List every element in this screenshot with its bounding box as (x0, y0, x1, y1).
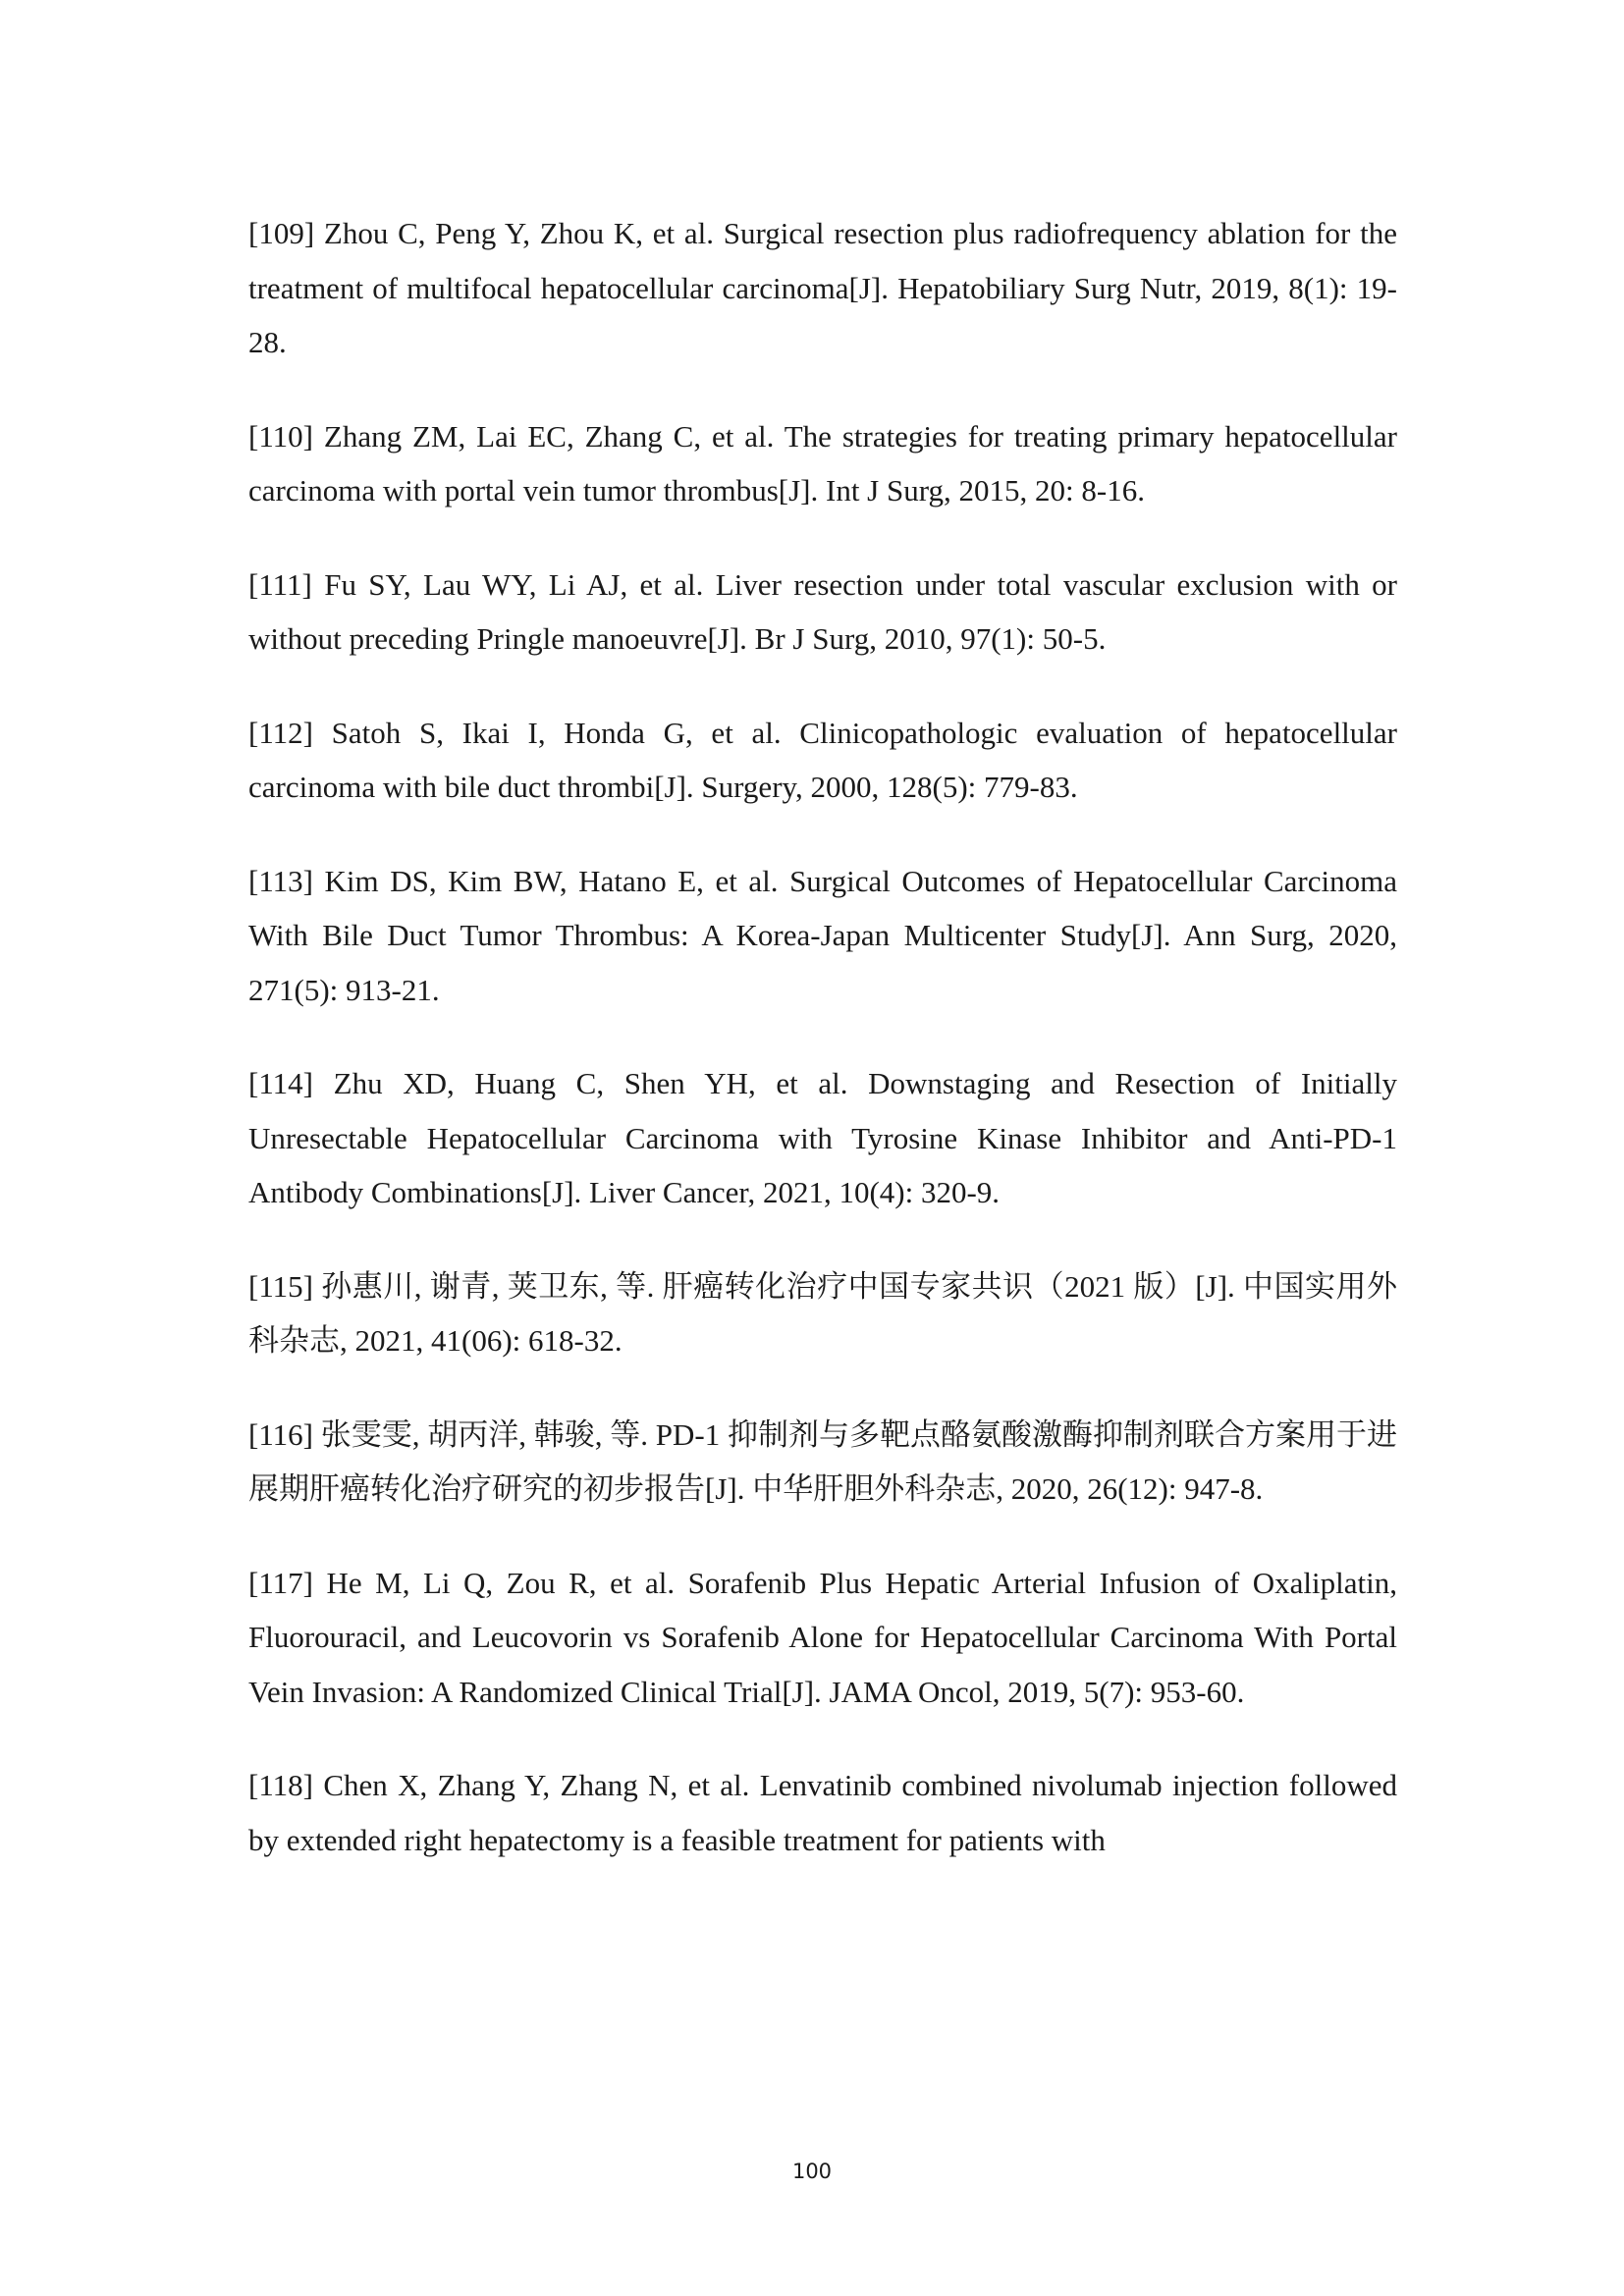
reference-list (248, 206, 1397, 1906)
reference-item: [116] 张雯雯, 胡丙洋, 韩骏, 等. PD-1 抑制剂与多靶点酪氨酸激酶抑制剂联合方案用于进展期肝癌转化治疗研究的初步报告[J]. 中华肝胆外科杂志, 2020, 26(12): 947-8. (248, 1416, 1397, 1506)
reference-item: [117] He M, Li Q, Zou R, et al. Sorafenib Plus Hepatic Arterial Infusion of Oxaliplatin, Fluorouracil, and Leucovorin vs Sorafenib Alone for Hepatocellular Carcinoma With Portal Vein Invasion: A Randomized Clinical Trial[J]. JAMA Oncol, 2019, 5(7): 953-60. (248, 1565, 1397, 1709)
reference-item: [115] 孙惠川, 谢青, 荚卫东, 等. 肝癌转化治疗中国专家共识（2021 版）[J]. 中国实用外科杂志, 2021, 41(06): 618-32. (248, 1268, 1397, 1358)
page-number: 100 (791, 2160, 833, 2183)
reference-item: [110] Zhang ZM, Lai EC, Zhang C, et al. The strategies for treating primary hepatocellular carcinoma with portal vein tumor thrombus[J]. Int J Surg, 2015, 20: 8-16. (248, 418, 1397, 507)
reference-item: [114] Zhu XD, Huang C, Shen YH, et al. Downstaging and Resection of Initially Unresectable Hepatocellular Carcinoma with Tyrosine Kinase Inhibitor and Anti-PD-1 Antibody Combinations[J]. Liver Cancer, 2021, 10(4): 320-9. (248, 1066, 1397, 1209)
reference-item: [112] Satoh S, Ikai I, Honda G, et al. Clinicopathologic evaluation of hepatocellular carcinoma with bile duct thrombi[J]. Surgery, 2000, 128(5): 779-83. (248, 715, 1397, 804)
reference-item: [111] Fu SY, Lau WY, Li AJ, et al. Liver resection under total vascular exclusion with or without preceding Pringle manoeuvre[J]. Br J Surg, 2010, 97(1): 50-5. (248, 566, 1397, 656)
reference-item: [113] Kim DS, Kim BW, Hatano E, et al. Surgical Outcomes of Hepatocellular Carcinoma With Bile Duct Tumor Thrombus: A Korea-Japan Multicenter Study[J]. Ann Surg, 2020, 271(5): 913-21. (248, 863, 1397, 1007)
reference-item: [118] Chen X, Zhang Y, Zhang N, et al. Lenvatinib combined nivolumab injection followed by extended right hepatectomy is a feasible treatment for patients with (248, 1768, 1397, 1857)
reference-item: [109] Zhou C, Peng Y, Zhou K, et al. Surgical resection plus radiofrequency ablation for the treatment of multifocal hepatocellular carcinoma[J]. Hepatobiliary Surg Nutr, 2019, 8(1): 19-28. (248, 216, 1397, 359)
